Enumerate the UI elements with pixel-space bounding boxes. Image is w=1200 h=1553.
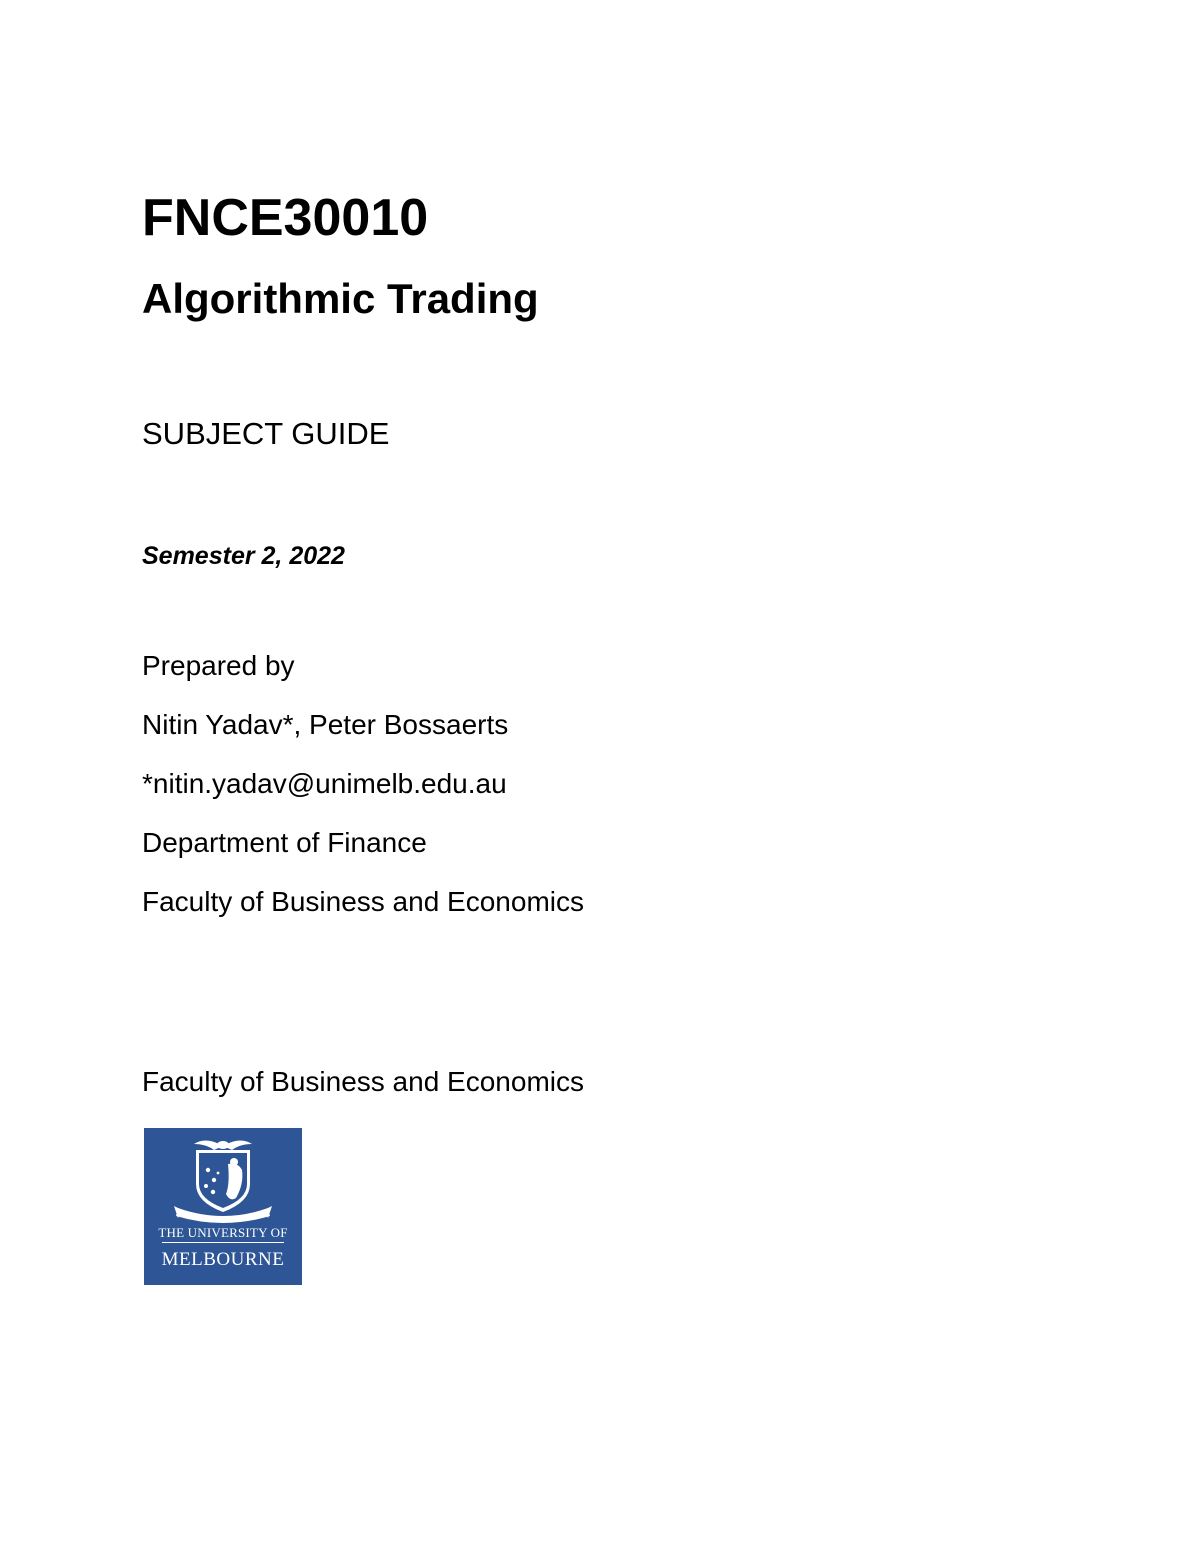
university-crest-icon <box>144 1128 302 1224</box>
authors: Nitin Yadav*, Peter Bossaerts <box>142 709 509 740</box>
prepared-by-label: Prepared by <box>142 650 295 681</box>
semester: Semester 2, 2022 <box>142 542 345 570</box>
document-type: SUBJECT GUIDE <box>142 416 390 451</box>
university-logo <box>144 1128 302 1285</box>
department: Department of Finance <box>142 827 427 858</box>
logo-text-melbourne: MELBOURNE <box>161 1249 285 1270</box>
logo-text-university-of: THE UNIVERSITY OF <box>158 1225 288 1240</box>
logo-divider <box>162 1242 284 1243</box>
faculty: Faculty of Business and Economics <box>142 886 584 917</box>
course-title: Algorithmic Trading <box>142 275 539 322</box>
footer-faculty: Faculty of Business and Economics <box>142 1066 584 1097</box>
course-code: FNCE30010 <box>142 189 429 247</box>
author-email-link[interactable]: *nitin.yadav@unimelb.edu.au <box>142 768 507 799</box>
